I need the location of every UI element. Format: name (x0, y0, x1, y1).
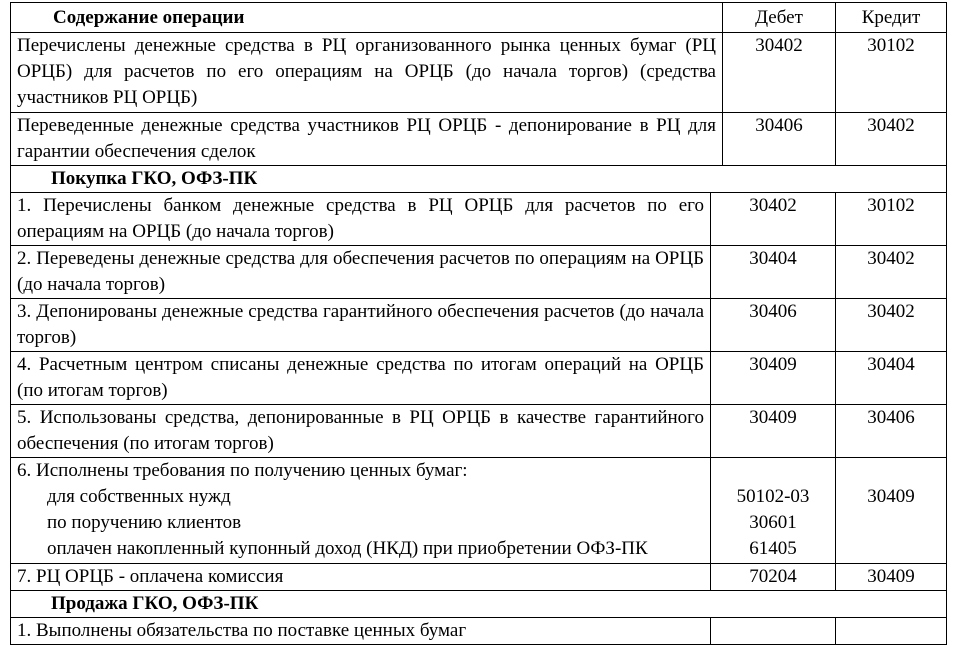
table-header (10, 2, 947, 32)
table-row (10, 298, 947, 351)
row-debit: 30402 (722, 32, 835, 112)
table-row (10, 192, 947, 245)
row-debit: 70204 (710, 563, 835, 590)
row-credit (835, 457, 947, 563)
row-text (10, 298, 710, 351)
credit-value: 30409 (867, 486, 915, 507)
row-credit: 30402 (835, 112, 947, 165)
row-text (10, 245, 710, 298)
row-debit (710, 617, 835, 644)
row-text: 7. РЦ ОРЦБ - оплачена комиссия (10, 563, 710, 590)
row-text (10, 112, 722, 165)
table-row (10, 404, 947, 457)
row-credit: 30409 (835, 563, 947, 590)
row-text (10, 457, 710, 563)
row-text-value: Перечислены денежные средства в РЦ организованного рынка ценных бумаг (РЦ ОРЦБ) для расчетов по его операциям на ОРЦБ (до начала торгов) (средства участников РЦ ОРЦБ) (17, 35, 716, 108)
debit-own-needs: 50102-03 (736, 486, 810, 507)
row-text (10, 32, 722, 112)
section-title-row (10, 590, 947, 617)
row-credit (835, 617, 947, 644)
row-debit: 30406 (722, 112, 835, 165)
header-debit: Дебет (722, 2, 835, 32)
table-row (10, 457, 947, 563)
table-row (10, 563, 947, 590)
row-text-value: 3. Депонированы денежные средства гарантийного обеспечения расчетов (до начала торгов) (17, 301, 704, 348)
debit-clients: 30601 (749, 512, 797, 533)
table-bottom-border (10, 644, 947, 645)
row-text-value: 1. Перечислены банком денежные средства в РЦ ОРЦБ для расчетов по его операциям на ОРЦБ (до начала торгов) (17, 195, 704, 242)
debit-coupon: 61405 (749, 538, 797, 559)
section-title-sell: Продажа ГКО, ОФЗ-ПК (10, 590, 947, 617)
section-title-buy: Покупка ГКО, ОФЗ-ПК (10, 165, 947, 192)
section-title-row (10, 165, 947, 192)
row-credit: 30402 (835, 298, 947, 351)
row-text (10, 351, 710, 404)
table-row (10, 32, 947, 112)
row-text-value: 5. Использованы средства, депонированные в РЦ ОРЦБ в качестве гарантийного обеспечения (по итогам торгов) (17, 407, 704, 454)
row-text-value: 4. Расчетным центром списаны денежные средства по итогам операций на ОРЦБ (по итогам торгов) (17, 354, 704, 401)
operations-table (10, 2, 947, 644)
sub-item-own-needs: для собственных нужд (47, 486, 231, 507)
sub-item-clients: по поручению клиентов (47, 512, 242, 533)
row-credit: 30102 (835, 192, 947, 245)
table-row (10, 617, 947, 644)
table-row (10, 245, 947, 298)
row-debit: 30409 (710, 404, 835, 457)
row-text (10, 404, 710, 457)
row-text-value: 6. Исполнены требования по получению ценных бумаг: (17, 460, 468, 481)
row-text-value: Переведенные денежные средства участников РЦ ОРЦБ - депонирование в РЦ для гарантии обеспечения сделок (17, 115, 716, 162)
table-row (10, 351, 947, 404)
sub-item-coupon: оплачен накопленный купонный доход (НКД) при приобретении ОФЗ-ПК (47, 538, 648, 559)
row-text-value: 2. Переведены денежные средства для обеспечения расчетов по операциям на ОРЦБ (до начала торгов) (17, 248, 704, 295)
header-credit: Кредит (835, 2, 947, 32)
row-debit: 30409 (710, 351, 835, 404)
row-debit: 30402 (710, 192, 835, 245)
row-debit: 30404 (710, 245, 835, 298)
row-text: 1. Выполнены обязательства по поставке ценных бумаг (10, 617, 710, 644)
row-debit (710, 457, 835, 563)
row-credit: 30406 (835, 404, 947, 457)
header-operation: Содержание операции (10, 2, 722, 32)
row-debit: 30406 (710, 298, 835, 351)
row-credit: 30404 (835, 351, 947, 404)
row-text (10, 192, 710, 245)
table-row (10, 112, 947, 165)
row-credit: 30402 (835, 245, 947, 298)
row-credit: 30102 (835, 32, 947, 112)
